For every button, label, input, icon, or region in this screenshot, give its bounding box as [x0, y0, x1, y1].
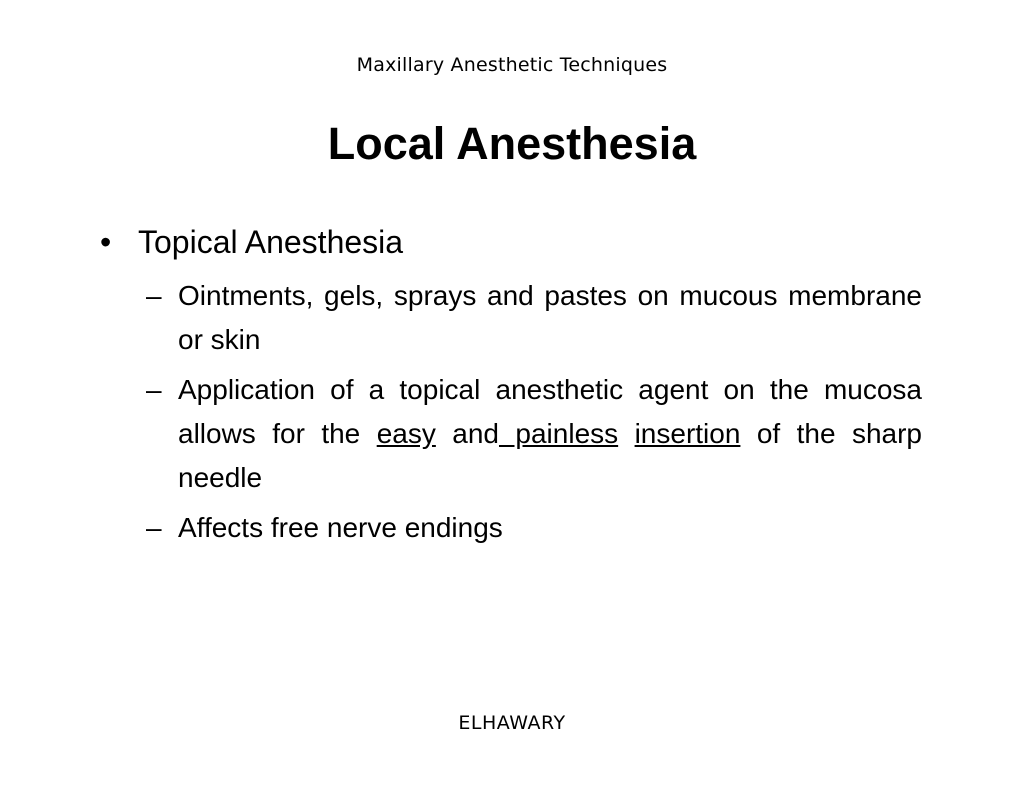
sub-bullet-item — [146, 368, 922, 500]
sub-bullet-text: Ointments, gels, sprays and pastes on mucous membrane or skin — [178, 280, 922, 355]
underlined-text-easy: easy — [376, 418, 436, 449]
sub-bullet-item — [146, 506, 922, 550]
underlined-text-insertion: insertion — [634, 418, 741, 449]
sub-bullet-text — [178, 368, 922, 500]
text-segment — [618, 418, 634, 449]
sub-bullet-list — [100, 274, 922, 550]
text-segment: and — [435, 418, 499, 449]
slide-title: Local Anesthesia — [327, 118, 697, 169]
slide-content — [100, 220, 922, 556]
dash-icon: – — [146, 280, 162, 311]
sub-bullet-item — [146, 274, 922, 362]
slide-header: Maxillary Anesthetic Techniques — [356, 54, 668, 76]
bullet-text: Topical Anesthesia — [138, 224, 404, 260]
dash-icon: – — [146, 374, 162, 405]
bullet-item-topical-anesthesia — [100, 220, 922, 264]
bullet-icon: • — [100, 224, 112, 260]
dash-icon: – — [146, 512, 162, 543]
underlined-text-painless: painless — [498, 418, 619, 449]
slide-footer: ELHAWARY — [458, 712, 566, 734]
sub-bullet-text: Affects free nerve endings — [178, 512, 503, 543]
text-segment: of the sharp needle — [178, 418, 923, 493]
text-segment: Application of a topical anesthetic agent on the mucosa allows for the — [178, 374, 922, 449]
